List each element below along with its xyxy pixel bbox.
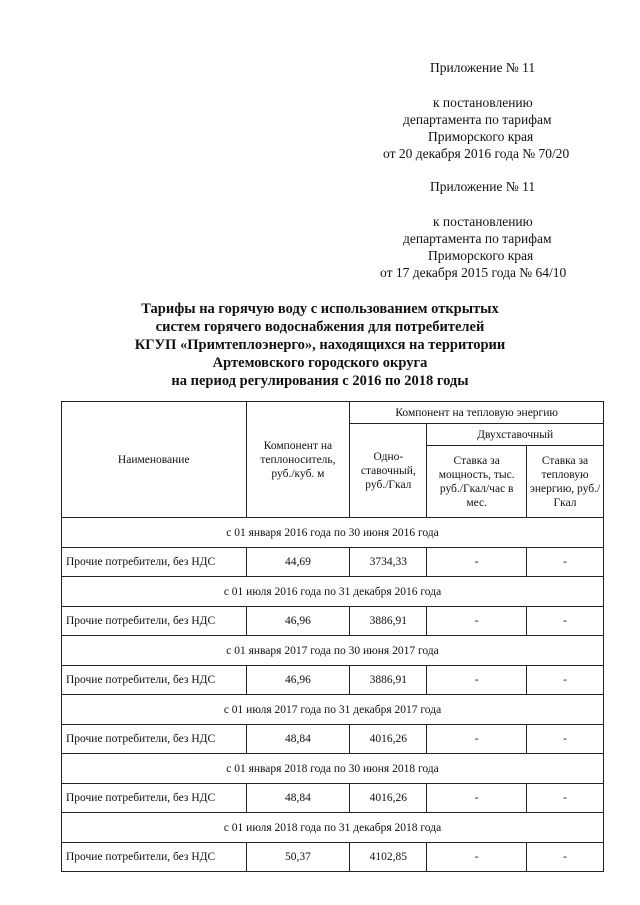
header-two-rate: Двухставочный	[427, 424, 604, 446]
carrier-value: 50,37	[246, 843, 350, 872]
energy-rate-value: -	[527, 725, 604, 754]
heading-line: Тарифы на горячую воду с использованием открытых	[141, 301, 499, 317]
single-rate-value: 4102,85	[350, 843, 427, 872]
period-label: с 01 июля 2018 года по 31 декабря 2018 года	[62, 813, 604, 843]
period-label: с 01 января 2018 года по 30 июня 2018 года	[62, 754, 604, 784]
capacity-rate-value: -	[427, 607, 527, 636]
single-rate-value: 4016,26	[350, 784, 427, 813]
period-row	[62, 518, 604, 548]
carrier-value: 46,96	[246, 666, 350, 695]
table-row	[62, 843, 604, 872]
heading-line: КГУП «Примтеплоэнерго», находящихся на территории	[134, 337, 506, 353]
period-row	[62, 695, 604, 725]
period-row	[62, 813, 604, 843]
consumer-name: Прочие потребители, без НДС	[62, 843, 247, 872]
period-label: с 01 января 2017 года по 30 июня 2017 года	[62, 636, 604, 666]
period-label: с 01 января 2016 года по 30 июня 2016 года	[62, 518, 604, 548]
single-rate-value: 3886,91	[350, 666, 427, 695]
header-name: Наименование	[62, 402, 247, 518]
appendix-line: департамента по тарифам	[403, 231, 552, 246]
energy-rate-value: -	[527, 607, 604, 636]
period-row	[62, 577, 604, 607]
header-single-rate: Одно-ставочный, руб./Гкал	[350, 424, 427, 518]
table-row	[62, 666, 604, 695]
appendix-line: Приморского края	[428, 129, 534, 144]
header-energy-component: Компонент на тепловую энергию	[350, 402, 604, 424]
single-rate-value: 3886,91	[350, 607, 427, 636]
appendix-line: департамента по тарифам	[403, 112, 552, 127]
appendix-line: от 20 декабря 2016 года № 70/20	[383, 146, 570, 161]
carrier-value: 48,84	[246, 784, 350, 813]
table-row	[62, 725, 604, 754]
single-rate-value: 3734,33	[350, 548, 427, 577]
period-label: с 01 июля 2017 года по 31 декабря 2017 года	[62, 695, 604, 725]
capacity-rate-value: -	[427, 843, 527, 872]
capacity-rate-value: -	[427, 548, 527, 577]
heading-line: Артемовского городского округа	[212, 355, 428, 371]
carrier-value: 48,84	[246, 725, 350, 754]
heading-line: на период регулирования с 2016 по 2018 годы	[171, 373, 469, 389]
table-row	[62, 607, 604, 636]
appendix-title: Приложение № 11	[430, 179, 536, 194]
appendix-line: к постановлению	[433, 214, 533, 229]
capacity-rate-value: -	[427, 725, 527, 754]
single-rate-value: 4016,26	[350, 725, 427, 754]
capacity-rate-value: -	[427, 666, 527, 695]
carrier-value: 44,69	[246, 548, 350, 577]
capacity-rate-value: -	[427, 784, 527, 813]
table-row	[62, 548, 604, 577]
table-row	[62, 784, 604, 813]
header-energy-rate: Ставка за тепловую энергию, руб./Гкал	[527, 446, 604, 518]
period-label: с 01 июля 2016 года по 31 декабря 2016 года	[62, 577, 604, 607]
consumer-name: Прочие потребители, без НДС	[62, 666, 247, 695]
consumer-name: Прочие потребители, без НДС	[62, 725, 247, 754]
energy-rate-value: -	[527, 843, 604, 872]
energy-rate-value: -	[527, 666, 604, 695]
header-capacity-rate: Ставка за мощность, тыс. руб./Гкал/час в мес.	[427, 446, 527, 518]
period-row	[62, 636, 604, 666]
energy-rate-value: -	[527, 784, 604, 813]
header-carrier-component: Компонент на теплоноситель, руб./куб. м	[246, 402, 350, 518]
tariff-table	[61, 401, 604, 872]
appendix-title: Приложение № 11	[430, 60, 536, 75]
period-row	[62, 754, 604, 784]
consumer-name: Прочие потребители, без НДС	[62, 784, 247, 813]
heading-line: систем горячего водоснабжения для потребителей	[155, 319, 485, 335]
carrier-value: 46,96	[246, 607, 350, 636]
consumer-name: Прочие потребители, без НДС	[62, 548, 247, 577]
appendix-line: Приморского края	[428, 248, 534, 263]
document-heading	[0, 300, 640, 390]
appendix-line: от 17 декабря 2015 года № 64/10	[380, 265, 567, 280]
energy-rate-value: -	[527, 548, 604, 577]
consumer-name: Прочие потребители, без НДС	[62, 607, 247, 636]
appendix-line: к постановлению	[433, 95, 533, 110]
